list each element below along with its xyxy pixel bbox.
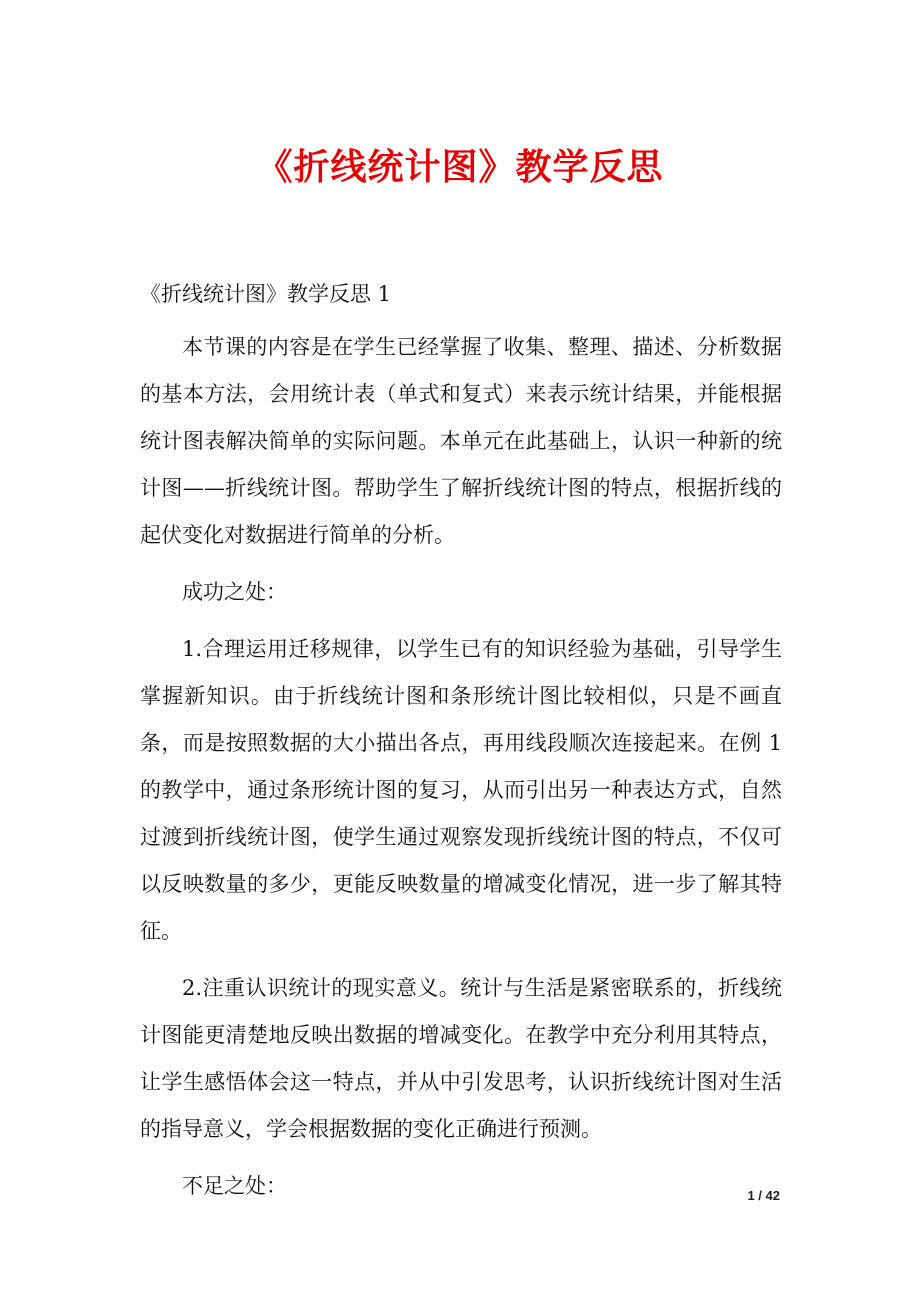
paragraph-point-2: 2.注重认识统计的现实意义。统计与生活是紧密联系的，折线统计图能更清楚地反映出数据的增减变化。在教学中充分利用其特点，让学生感悟体会这一特点，并从中引发思考，认识折线统计图对生活的指导意义，学会根据数据的变化正确进行预测。	[140, 976, 782, 1141]
paragraph-shortcoming-heading: 不足之处：	[182, 1174, 287, 1198]
paragraph-point-1: 1.合理运用迁移规律，以学生已有的知识经验为基础，引导学生掌握新知识。由于折线统计图和条形统计图比较相似，只是不画直条，而是按照数据的大小描出各点，再用线段顺次连接起来。在例 1 的教学中，通过条形统计图的复习，从而引出另一种表达方式，自然过渡到折线统计图，使学生通过观察发现折线统计图的特点，不仅可以反映数量的多少，更能反映数量的增减变化情况，进一步了解其特征。	[140, 637, 782, 943]
paragraph-success-heading: 成功之处：	[182, 580, 287, 604]
paragraph-intro: 本节课的内容是在学生已经掌握了收集、整理、描述、分析数据的基本方法，会用统计表（单式和复式）来表示统计结果，并能根据统计图表解决简单的实际问题。本单元在此基础上，认识一种新的统计图——折线统计图。帮助学生了解折线统计图的特点，根据折线的起伏变化对数据进行简单的分析。	[140, 335, 782, 547]
document-body	[140, 276, 782, 1220]
page-title: 《折线统计图》教学反思	[256, 146, 664, 188]
section-heading: 《折线统计图》教学反思 1	[140, 282, 392, 306]
page-number: 1 / 42	[747, 1188, 780, 1203]
